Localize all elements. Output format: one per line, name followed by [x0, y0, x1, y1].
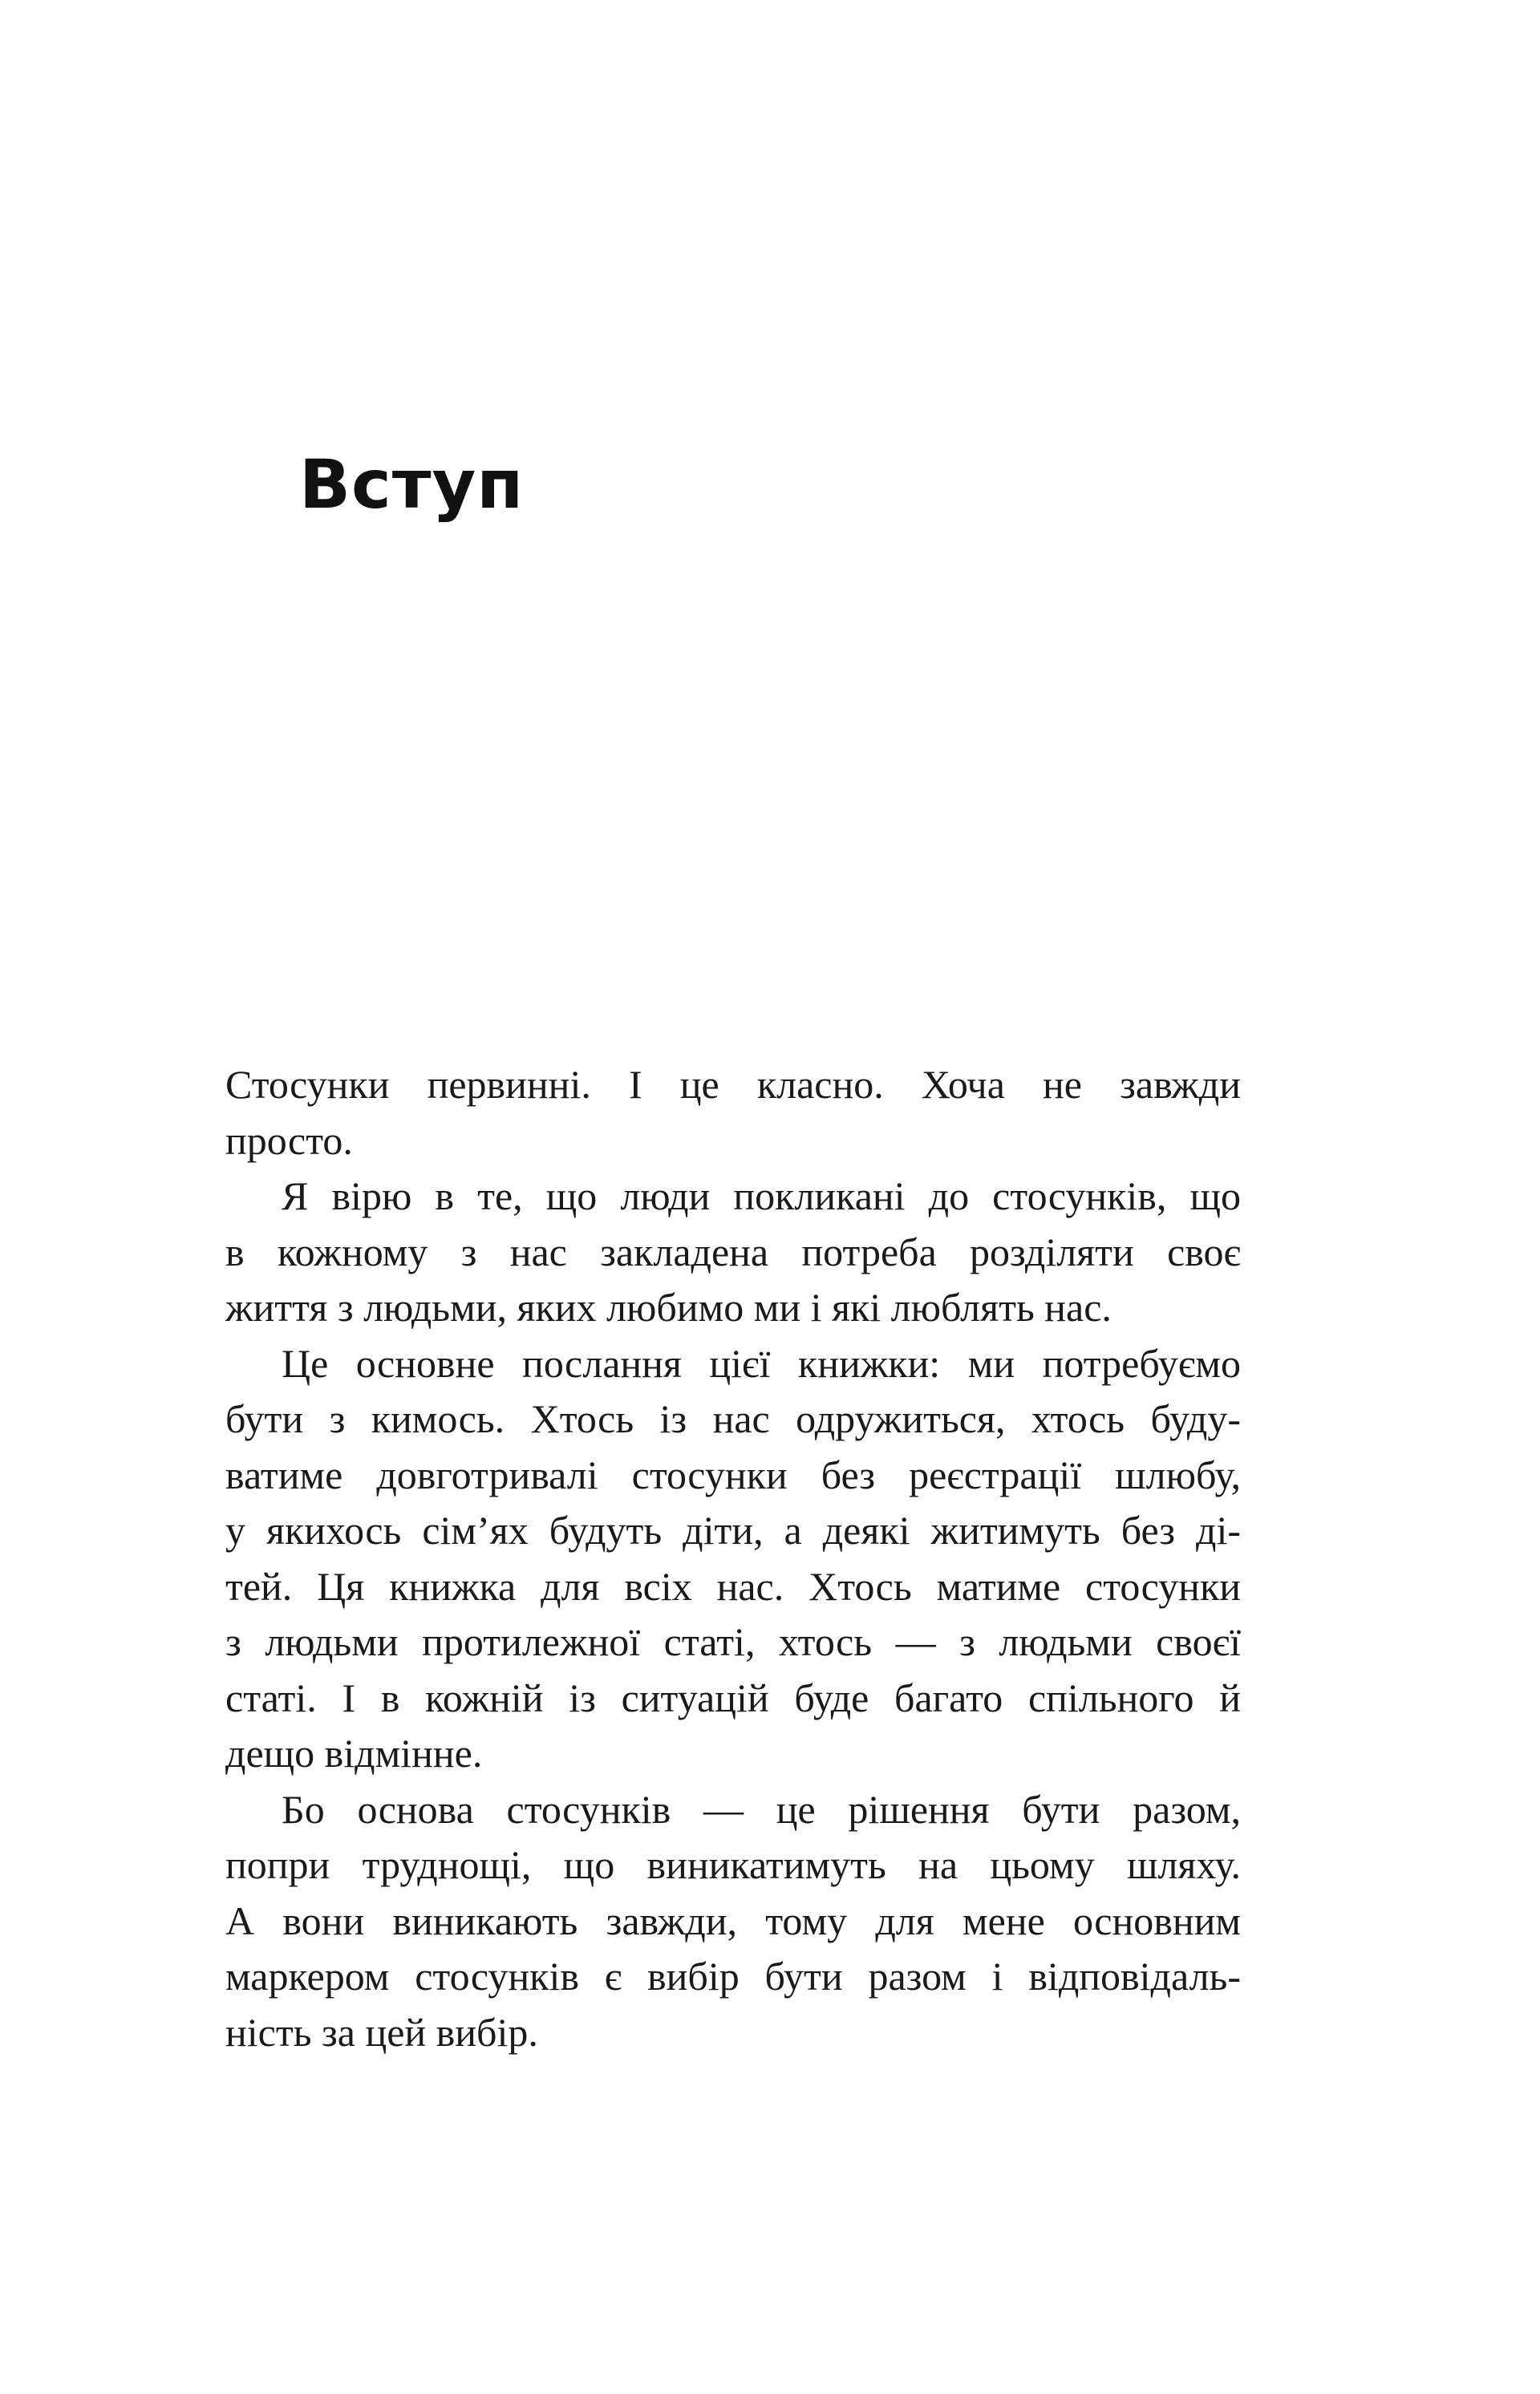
- text-line: Я вірю в те, що люди покликані до стосунків, що: [282, 1173, 1241, 1218]
- text-line: маркером стосунків є вибір бути разом і відповідаль-: [225, 1954, 1241, 1999]
- text-line: Стосунки первинні. І це класно. Хоча не завжди: [225, 1062, 1241, 1107]
- text-line: дещо відмінне.: [225, 1731, 483, 1776]
- text-line: попри труднощі, що виникатимуть на цьому шляху.: [225, 1842, 1241, 1887]
- text-line: життя з людьми, яких любимо ми і які люблять нас.: [225, 1285, 1112, 1330]
- text-line: бути з кимось. Хтось із нас одружиться, хтось буду-: [225, 1396, 1241, 1441]
- text-line: ність за цей вибір.: [225, 2009, 538, 2055]
- text-line: А вони виникають завжди, тому для мене основним: [225, 1898, 1241, 1943]
- chapter-body: [225, 1057, 1241, 2060]
- text-line: в кожному з нас закладена потреба розділяти своє: [225, 1229, 1241, 1274]
- text-line: статі. І в кожній із ситуацій буде багато спільного й: [225, 1675, 1241, 1720]
- text-line: Це основне послання цієї книжки: ми потребуємо: [282, 1340, 1241, 1386]
- text-line: Бо основа стосунків — це рішення бути разом,: [282, 1786, 1241, 1832]
- chapter-title: Вступ: [299, 445, 525, 524]
- text-line: з людьми протилежної статі, хтось — з людьми своєї: [225, 1619, 1241, 1664]
- text-line: ватиме довготривалі стосунки без реєстрації шлюбу,: [225, 1452, 1241, 1497]
- text-line: у якихось сім’ях будуть діти, а деякі житимуть без ді-: [225, 1508, 1241, 1553]
- text-line: просто.: [225, 1117, 353, 1163]
- text-line: тей. Ця книжка для всіх нас. Хтось матиме стосунки: [225, 1563, 1241, 1609]
